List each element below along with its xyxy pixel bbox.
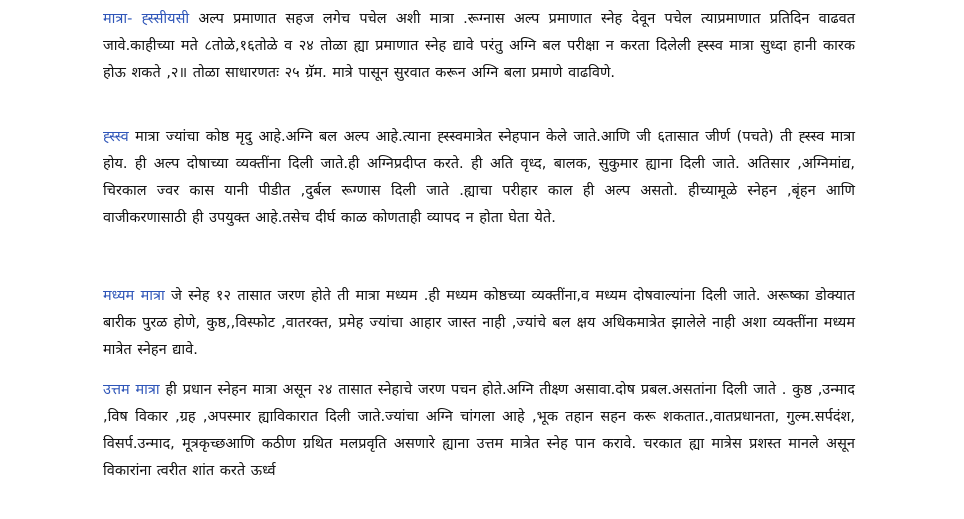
- lead-term-hrasiyasi: मात्रा- ह्स्सीयसी: [103, 11, 190, 27]
- lead-term-madhyam: मध्यम मात्रा: [103, 288, 165, 304]
- paragraph-text: अल्प प्रमाणात सहज लगेच पचेल अशी मात्रा .रूग्नास अल्प प्रमाणात स्नेह देवून पचेल त्याप्रमाणात प्रतिदिन वाढवत जावे.काहीच्या मते ८तोळे,१६तोळे व २४ तोळा ह्या प्रमाणात स्नेह द्यावे परंतु अग्नि बल परीक्षा न करता दिलेली ह्स्स्व मात्रा सुध्दा हानी कारक होऊ शकते ,२॥ तोळा साधारणतः २५ ग्रॅम. मात्रे पासून सुरवात करून अग्नि बला प्रमाणे वाढविणे.: [103, 11, 855, 81]
- paragraph-text: जे स्नेह १२ तासात जरण होते ती मात्रा मध्यम .ही मध्यम कोष्ठच्या व्यक्तींना,व मध्यम दोषवाल्यांना दिली जाते. अरूष्का डोक्यात बारीक पुरळ होणे, कुष्ठ,,विस्फोट ,वातरक्त, प्रमेह ज्यांचा आहार जास्त नाही ,ज्यांचे बल क्षय अधिकमात्रेत झालेले नाही अशा व्यक्तींना मध्यम मात्रेत स्नेहन द्यावे.: [103, 288, 856, 358]
- paragraph-hrasva: [103, 124, 855, 232]
- paragraph-text: मात्रा ज्यांचा कोष्ठ मृदु आहे.अग्नि बल अल्प आहे.त्याना ह्स्स्वमात्रेत स्नेहपान केले जाते.आणि जी ६तासात जीर्ण (पचते) ती ह्स्स्व मात्रा होय. ही अल्प दोषाच्या व्यक्तींना दिली जाते.ही अग्निप्रदीप्त करते. ही अति वृध्द, बालक, सुकुमार ह्याना दिली जाते. अतिसार ,अग्निमांद्य, चिरकाल ज्वर कास यानी पीडीत ,दुर्बल रूग्णास दिली जाते .ह्याचा परीहार काल ही अल्प असतो. हीच्यामूळे स्नेहन ,बृंहन आणि वाजीकरणासाठी ही उपयुक्त आहे.तसेच दीर्घ काळ कोणताही व्यापद न होता घेता येते.: [103, 129, 855, 226]
- lead-term-uttam: उत्तम मात्रा: [103, 382, 160, 398]
- paragraph-text: ही प्रधान स्नेहन मात्रा असून २४ तासात स्नेहाचे जरण पचन होते.अग्नि तीक्ष्ण असावा.दोष प्रबल.असतांना दिली जाते . कुष्ठ ,उन्माद ,विष विकार ,ग्रह ,अपस्मार ह्याविकारात दिली जाते.ज्यांचा अग्नि चांगला आहे ,भूक तहान सहन करू शकतात.,वातप्रधानता, गुल्म.सर्पदंश, विसर्प.उन्माद, मूत्रकृच्छआणि कठीण ग्रथित मलप्रवृति असणारे ह्याना उत्तम मात्रेत स्नेह पान करावे. चरकात ह्या मात्रेस प्रशस्त मानले असून विकारांना त्वरीत शांत करते ऊर्ध्व: [103, 382, 855, 479]
- paragraph-uttam: [103, 377, 855, 485]
- paragraph-hrasiyasi: [103, 6, 855, 87]
- paragraph-madhyam: [103, 283, 855, 364]
- lead-term-hrasva: ह्स्स्व: [103, 129, 129, 145]
